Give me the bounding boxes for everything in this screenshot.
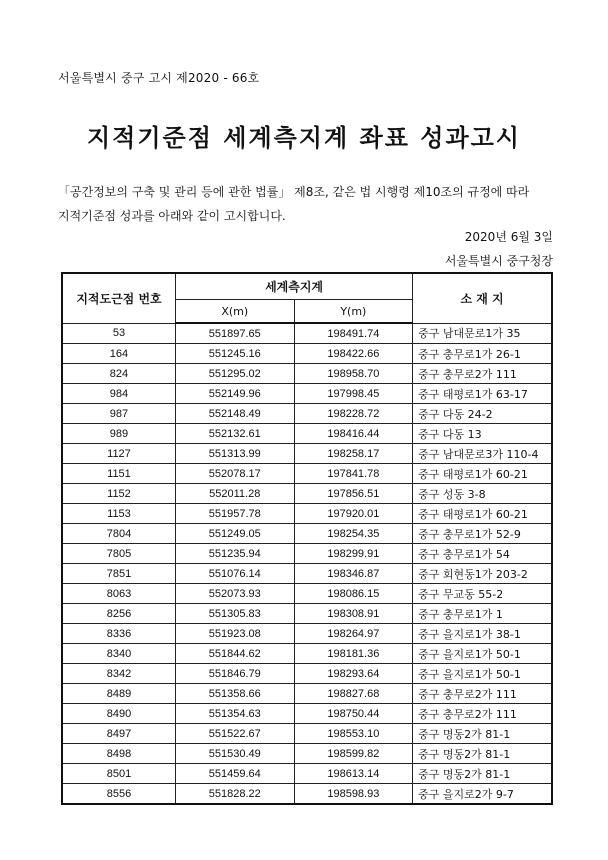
- point-number: 7851: [62, 564, 175, 584]
- location: 중구 을지로1가 50-1: [413, 664, 552, 684]
- table-row: [62, 484, 552, 504]
- x-coordinate: 552148.49: [175, 404, 294, 424]
- table-row: [62, 644, 552, 664]
- location: 중구 남대문로1가 35: [413, 323, 552, 344]
- x-coordinate: 551076.14: [175, 564, 294, 584]
- y-coordinate: 198553.10: [294, 724, 413, 744]
- y-coordinate: 198827.68: [294, 684, 413, 704]
- table-row: [62, 344, 552, 364]
- point-number: 984: [62, 384, 175, 404]
- y-coordinate: 198346.87: [294, 564, 413, 584]
- location: 중구 충무로1가 1: [413, 604, 552, 624]
- notice-body-line-2: 지적기준점 성과를 아래와 같이 고시합니다.: [58, 209, 286, 223]
- location: 중구 성동 3-8: [413, 484, 552, 504]
- y-coordinate: 198181.36: [294, 644, 413, 664]
- page-title: 지적기준점 세계측지계 좌표 성과고시: [86, 124, 521, 152]
- location: 중구 충무로1가 26-1: [413, 344, 552, 364]
- x-coordinate: 551957.78: [175, 504, 294, 524]
- header-point-number: 지적도근점 번호: [62, 273, 175, 323]
- issuer-name: 서울특별시 중구청장: [444, 254, 553, 268]
- point-number: 8556: [62, 784, 175, 805]
- x-coordinate: 551245.16: [175, 344, 294, 364]
- point-number: 8256: [62, 604, 175, 624]
- y-coordinate: 198299.91: [294, 544, 413, 564]
- y-coordinate: 198491.74: [294, 323, 413, 344]
- header-x: X(m): [175, 300, 294, 324]
- x-coordinate: 552011.28: [175, 484, 294, 504]
- x-coordinate: 551358.66: [175, 684, 294, 704]
- location: 중구 회현동1가 203-2: [413, 564, 552, 584]
- table-row: [62, 724, 552, 744]
- point-number: 8490: [62, 704, 175, 724]
- table-row: [62, 624, 552, 644]
- location: 중구 무교동 55-2: [413, 584, 552, 604]
- table-row: [62, 764, 552, 784]
- location: 중구 충무로2가 111: [413, 364, 552, 384]
- location: 중구 을지로1가 38-1: [413, 624, 552, 644]
- location: 중구 다동 24-2: [413, 404, 552, 424]
- x-coordinate: 551828.22: [175, 784, 294, 805]
- table-row: [62, 424, 552, 444]
- point-number: 1151: [62, 464, 175, 484]
- table-row: [62, 784, 552, 805]
- location: 중구 충무로1가 54: [413, 544, 552, 564]
- y-coordinate: 198598.93: [294, 784, 413, 805]
- y-coordinate: 198308.91: [294, 604, 413, 624]
- header-y: Y(m): [294, 300, 413, 324]
- location: 중구 태평로1가 60-21: [413, 464, 552, 484]
- notice-number: 서울특별시 중구 고시 제2020 - 66호: [58, 71, 260, 85]
- point-number: 824: [62, 364, 175, 384]
- table-row: [62, 544, 552, 564]
- table-row: [62, 564, 552, 584]
- point-number: 989: [62, 424, 175, 444]
- y-coordinate: 198264.97: [294, 624, 413, 644]
- location: 중구 남대문로3가 110-4: [413, 444, 552, 464]
- x-coordinate: 552149.96: [175, 384, 294, 404]
- x-coordinate: 551522.67: [175, 724, 294, 744]
- header-world-geodetic: 세계측지계: [175, 273, 412, 300]
- point-number: 8336: [62, 624, 175, 644]
- point-number: 8063: [62, 584, 175, 604]
- x-coordinate: 551235.94: [175, 544, 294, 564]
- point-number: 8501: [62, 764, 175, 784]
- point-number: 8498: [62, 744, 175, 764]
- point-number: 1152: [62, 484, 175, 504]
- x-coordinate: 551249.05: [175, 524, 294, 544]
- point-number: 8489: [62, 684, 175, 704]
- location: 중구 충무로2가 111: [413, 684, 552, 704]
- table-row: [62, 584, 552, 604]
- y-coordinate: 198422.66: [294, 344, 413, 364]
- location: 중구 을지로1가 50-1: [413, 644, 552, 664]
- x-coordinate: 551846.79: [175, 664, 294, 684]
- y-coordinate: 198254.35: [294, 524, 413, 544]
- y-coordinate: 197998.45: [294, 384, 413, 404]
- table-row: [62, 744, 552, 764]
- table-row: [62, 364, 552, 384]
- notice-body-line-1: 「공간정보의 구축 및 관리 등에 관한 법률」 제8조, 같은 법 시행령 제10조의 규정에 따라: [58, 185, 530, 199]
- y-coordinate: 198416.44: [294, 424, 413, 444]
- point-number: 8340: [62, 644, 175, 664]
- table-row: [62, 323, 552, 344]
- y-coordinate: 198228.72: [294, 404, 413, 424]
- table-row: [62, 384, 552, 404]
- location: 중구 을지로2가 9-7: [413, 784, 552, 805]
- y-coordinate: 198958.70: [294, 364, 413, 384]
- x-coordinate: 552132.61: [175, 424, 294, 444]
- y-coordinate: 198599.82: [294, 744, 413, 764]
- x-coordinate: 551530.49: [175, 744, 294, 764]
- point-number: 53: [62, 323, 175, 344]
- y-coordinate: 197920.01: [294, 504, 413, 524]
- point-number: 164: [62, 344, 175, 364]
- point-number: 7805: [62, 544, 175, 564]
- point-number: 7804: [62, 524, 175, 544]
- x-coordinate: 551313.99: [175, 444, 294, 464]
- table-row: [62, 664, 552, 684]
- location: 중구 태평로1가 60-21: [413, 504, 552, 524]
- table-row: [62, 524, 552, 544]
- table-row: [62, 504, 552, 524]
- y-coordinate: 198086.15: [294, 584, 413, 604]
- notice-body: [58, 180, 558, 228]
- header-location: 소 재 지: [413, 273, 552, 323]
- y-coordinate: 198613.14: [294, 764, 413, 784]
- x-coordinate: 551354.63: [175, 704, 294, 724]
- x-coordinate: 552078.17: [175, 464, 294, 484]
- point-number: 1127: [62, 444, 175, 464]
- y-coordinate: 198293.64: [294, 664, 413, 684]
- point-number: 987: [62, 404, 175, 424]
- x-coordinate: 551459.64: [175, 764, 294, 784]
- location: 중구 명동2가 81-1: [413, 764, 552, 784]
- x-coordinate: 551844.62: [175, 644, 294, 664]
- point-number: 8497: [62, 724, 175, 744]
- table-row: [62, 604, 552, 624]
- table-row: [62, 444, 552, 464]
- location: 중구 다동 13: [413, 424, 552, 444]
- y-coordinate: 198750.44: [294, 704, 413, 724]
- table-row: [62, 464, 552, 484]
- y-coordinate: 197856.51: [294, 484, 413, 504]
- location: 중구 명동2가 81-1: [413, 744, 552, 764]
- control-point-table: [61, 272, 553, 805]
- location: 중구 충무로1가 52-9: [413, 524, 552, 544]
- table-body: [62, 323, 552, 804]
- table-row: [62, 404, 552, 424]
- x-coordinate: 551897.65: [175, 323, 294, 344]
- x-coordinate: 551295.02: [175, 364, 294, 384]
- y-coordinate: 198258.17: [294, 444, 413, 464]
- point-number: 1153: [62, 504, 175, 524]
- location: 중구 태평로1가 63-17: [413, 384, 552, 404]
- x-coordinate: 551305.83: [175, 604, 294, 624]
- y-coordinate: 197841.78: [294, 464, 413, 484]
- point-number: 8342: [62, 664, 175, 684]
- x-coordinate: 552073.93: [175, 584, 294, 604]
- location: 중구 명동2가 81-1: [413, 724, 552, 744]
- notice-date: 2020년 6월 3일: [464, 230, 553, 244]
- location: 중구 충무로2가 111: [413, 704, 552, 724]
- table-row: [62, 704, 552, 724]
- x-coordinate: 551923.08: [175, 624, 294, 644]
- table-row: [62, 684, 552, 704]
